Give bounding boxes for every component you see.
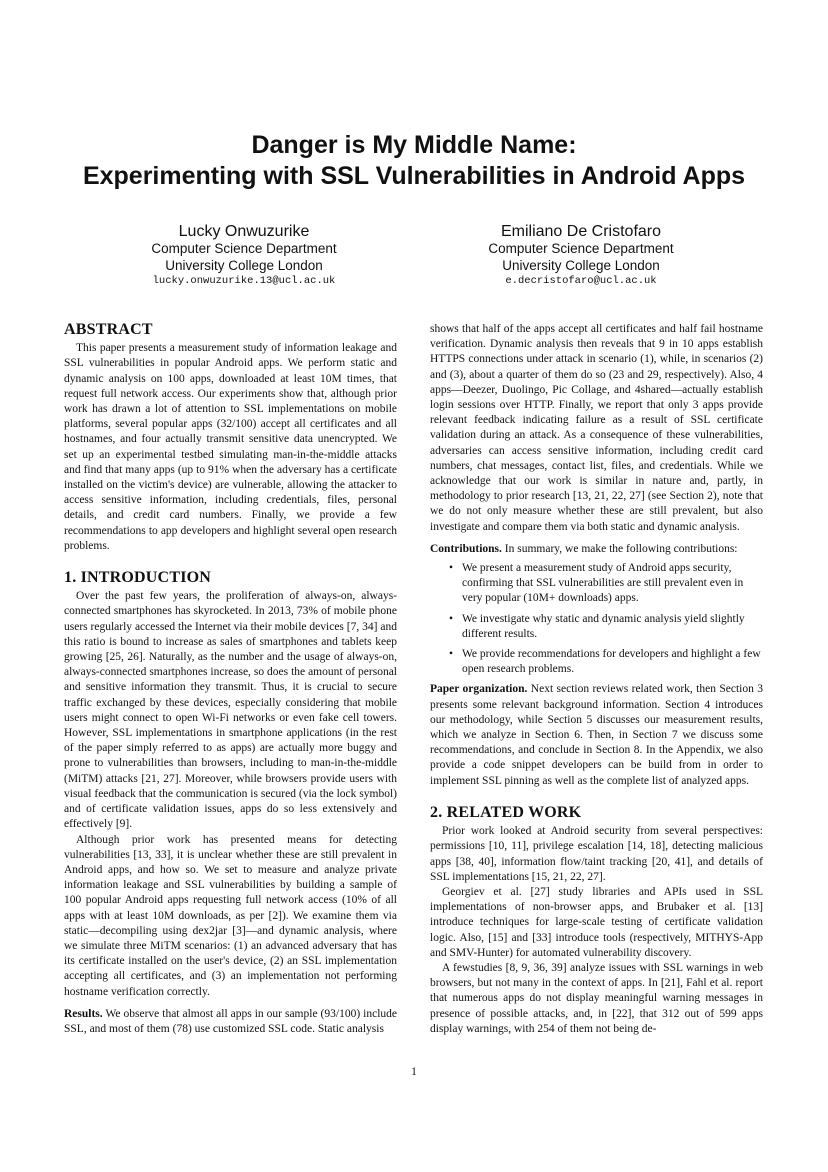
list-item: [449, 561, 763, 607]
list-item: [449, 612, 763, 642]
organization-label: Paper organization.: [430, 683, 528, 696]
author-email: e.decristofaro@ucl.ac.uk: [505, 275, 657, 287]
abstract-heading: ABSTRACT: [64, 321, 153, 338]
spacer: [430, 535, 763, 542]
results-label: Results.: [64, 1007, 103, 1020]
author-department: Computer Science Department: [488, 241, 674, 256]
introduction-heading: 1. INTRODUCTION: [64, 569, 212, 587]
bullet-glyph: •: [449, 648, 454, 661]
title-line-1: Danger is My Middle Name:: [251, 131, 577, 159]
author-university: University College London: [502, 257, 660, 273]
contributions-label: Contributions.: [430, 542, 502, 555]
title-line-2: Experimenting with SSL Vulnerabilities in Android Apps: [82, 162, 746, 190]
list-item-text: We investigate why static and dynamic analysis yield slightly different results.: [462, 612, 745, 640]
intro-paragraph-2: Although prior work has presented means for detecting vulnerabilities [13, 33], it is unclear whether these are still prevalent in Android apps, and how so. We set to measure and analyze private information leakage and SSL vulnerabilities by building a sample of 100 popular Android apps requesting full network access (10% of all apps with at least 10M downloads, as per [2]). We examine them via static—decompiling using dex2jar [3]—and dynamic analysis, where we simulate three MiTM scenarios: (1) an advanced adversary that has its certificate installed on the user's device, (2) an SSL implementation accepting all certificates, and (3) an implementation not performing hostname verification correctly.: [64, 833, 397, 998]
author-university: University College London: [165, 257, 323, 273]
spacer: [430, 789, 763, 801]
bullet-glyph: •: [449, 612, 454, 625]
author-department: Computer Science Department: [151, 241, 337, 256]
related-paragraph-1: Prior work looked at Android security from several perspectives: permissions [10, 11], privilege escalation [14, 18], detecting malicious apps [38, 40], information flow/taint tracking [20, 41], and details of SSL implementations [15, 21, 22, 27].: [430, 825, 763, 883]
abstract-text: This paper presents a measurement study of information leakage and SSL vulnerabilities in popular Android apps. We perform static and dynamic analysis on 100 apps, downloaded at least 10M times, that request full network access. Our experiments show that, although prior work has drawn a lot of attention to SSL implementations on mobile platforms, several popular apps (32/100) accept all certificates and all hostnames, and four actually transmit sensitive data unencrypted. We set up an experimental testbed simulating man-in-the-middle attacks and find that many apps (up to 91% when the adversary has a certificate installed on the victim's device) are vulnerable, allowing the attacker to access sensitive information, including credentials, files, personal details, and credit card numbers. Finally, we provide a few recommendations to app developers and highlight several open research problems.: [64, 342, 397, 552]
related-paragraph-3: A fewstudies [8, 9, 36, 39] analyze issues with SSL warnings in web browsers, but not many in the context of apps. In [21], Fahl et al. report that numerous apps do not display meaningful warning messages in presence of possible attacks, and, in [22], that 312 out of 599 apps display warnings, with 254 of them not being de-: [430, 961, 763, 1035]
author-name: Lucky Onwuzurike: [178, 223, 310, 240]
paper-title: [40, 130, 788, 192]
results-text: We observe that almost all apps in our sample (93/100) include SSL, and most of them (78) use customized SSL code. Static analysis: [64, 1007, 397, 1035]
list-item: [449, 647, 763, 677]
bullet-glyph: •: [449, 562, 454, 575]
page-number: 1: [411, 1066, 417, 1078]
contributions-text: In summary, we make the following contributions:: [501, 542, 738, 555]
related-work-heading: 2. RELATED WORK: [430, 803, 582, 821]
organization-text: Next section reviews related work, then Section 3 presents some relevant background information. Section 4 introduces our methodology, while Section 5 discusses our measurement results, which we analyze in Section 6. Then, in Section 7 we discuss some recommendations, and conclude in Section 8. In the Appendix, we also provide a code snippet developers can be build from in order to implement SSL pinning as well as the complete list of analyzed apps.: [430, 683, 763, 787]
author-email: lucky.onwuzurike.13@ucl.ac.uk: [152, 275, 336, 287]
contributions-list: [430, 561, 763, 677]
list-item-text: We provide recommendations for developers and highlight a few open research problems.: [462, 648, 761, 676]
results-continuation: shows that half of the apps accept all certificates and half fail hostname verification. Dynamic analysis then reveals that 9 in 10 apps establish HTTPS connections under attack in scenario (1), while, in scenarios (2) and (3), about a quarter of them do so (23 and 29, respectively). Also, 4 apps—Deezer, Duolingo, Pic Collage, and 4shared—actually establish login sessions over HTTP. Finally, we report that only 3 apps provide relevant feedback indicating failure as a result of SSL certificate validation during an attack. As a consequence of these vulnerabilities, adversaries can access sensitive information, including credit card numbers, chat messages, contact list, files, and credentials. While we acknowledge that our work is similar in nature and, partly, in methodology to prior research [13, 21, 22, 27] (see Section 2), note that we do not only measure whether these are still prevalent, but also investigate and compare them via both static and dynamic analysis.: [430, 323, 763, 533]
left-column: [64, 318, 397, 1037]
contributions-paragraph: [430, 542, 763, 557]
author-block-2: [431, 222, 731, 289]
results-paragraph: [64, 1007, 397, 1037]
author-name: Emiliano De Cristofaro: [500, 223, 662, 240]
right-column: [430, 322, 763, 1037]
author-block-1: [94, 222, 394, 289]
organization-paragraph: [430, 682, 763, 788]
related-paragraph-2: Georgiev et al. [27] study libraries and APIs used in SSL implementations of non-browser apps, and Brubaker et al. [13] introduce techniques for large-scale testing of certificate validation logic. Also, [15] and [33] introduce tools (respectively, MITHYS-App and SMV-Hunter) for automated vulnerability discovery.: [430, 885, 763, 959]
intro-paragraph-1: Over the past few years, the proliferation of always-on, always-connected smartphones has skyrocketed. In 2013, 73% of mobile phone users regularly accessed the Internet via their mobile devices [7, 34] and this ratio is bound to increase as sales of smartphones and tablets keep growing [25, 26]. Naturally, as the number and the usage of always-on, always-connected smartphones increase, so does the amount of personal and sensitive information they transmit. Thus, it is crucial to secure traffic exchanged by these devices, especially considering that mobile users might connect to open Wi-Fi networks or even fake cell towers. However, SSL implementations in smartphone applications (in the rest of the paper simply referred to as apps) are actually more buggy and prone to vulnerabilities than browsers, including to man-in-the-middle (MiTM) attacks [21, 27]. Moreover, while browsers provide users with visual feedback that the communication is secured (via the lock symbol) and of certificate validation issues, apps do so less extensively and effectively [9].: [64, 590, 397, 831]
list-item-text: We present a measurement study of Android apps security, confirming that SSL vulnerabilities are still prevalent even in very popular (10M+ downloads) apps.: [462, 562, 744, 605]
